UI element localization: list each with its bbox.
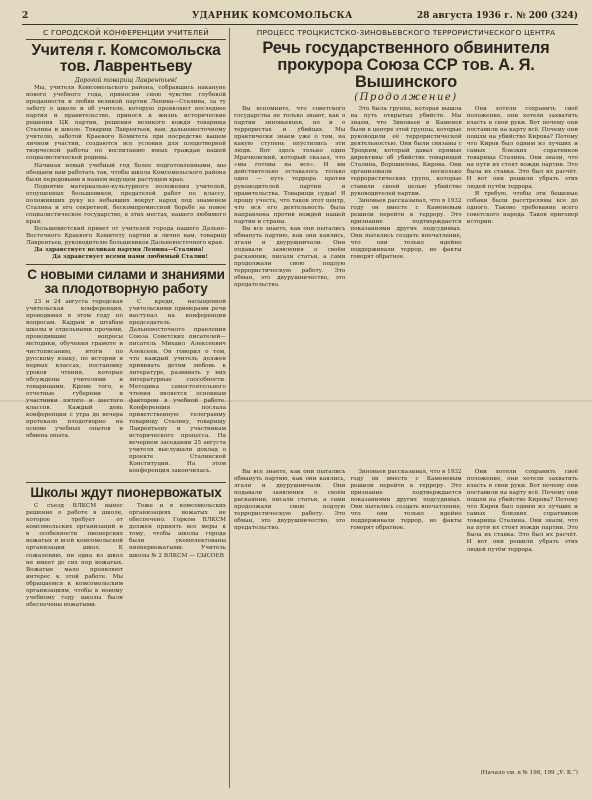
- third-headline: Школы ждут пионервожатых: [30, 485, 222, 501]
- right-column: [234, 28, 578, 798]
- divider: [26, 482, 226, 483]
- masthead: [22, 10, 578, 25]
- continuation-label: (Продолжение): [354, 92, 458, 103]
- paper-name: УДАРНИК КОМСОМОЛЬСКА: [192, 11, 353, 21]
- slogan: Да здравствует великая партия Ленина—Сталина!: [34, 247, 204, 254]
- speech-text: Зиновьев рассказывал, что в 1932 году он вместе с Каменевым решили перейти к террору. Это признание подтверждается показаниями других подсудимых. Они пытались создать впечатление, что они только идейно поддерживали террор, но факты говорят обратное.: [350, 469, 462, 532]
- letter-paragraph: Мы, учителя Комсомольского района, собравшись накануне нового учебного года, приносим свою чувство глубокой преданности и любви великой партии Ленина—Сталина, за ту заботу о школе и об учителе, которую проявляют последнее партия и правительство, принося к жизнь исторические решения ЦК партии, решения великого вождя товарища Сталина и школе. Товарищ Лаврентьев, вам, дальневосточному учителю, заботой Краевого Комитета при посредстве вашем личном участии, создаются все условия для плодотворной творческой работы по воспитанию юных граждан нашей социалистической родины.: [26, 85, 226, 162]
- letter-paragraph: Начиная новый учебный год более подготовленными, мы обещаем вам работать так, чтобы школа Комсомольского района были передовыми в нашем ведущем растущем крае.: [26, 162, 226, 183]
- speech-text: Это была группа, которая вышла на путь открытых убийств. Мы знаем, что Зиновьев и Каменев были в центре этой группы, которые руководили её террористической деятельностью. Они были связаны с Троцким, который давал прямые директивы об убийстве товарищей Сталина, Ворошилова, Кирова. Они организовали несколько террористических групп, которые ставили своей целью убийство руководителей партии.: [350, 106, 462, 197]
- page-number: 2: [22, 11, 29, 21]
- right-rubric: ПРОЦЕСС ТРОЦКИСТСКО-ЗИНОВЬЕВСКОГО ТЕРРОРИСТИЧЕСКОГО ЦЕНТРА: [256, 28, 556, 37]
- left-column: [26, 28, 226, 798]
- issue-date: 28 августа 1936 г. № 200 (324): [416, 11, 578, 21]
- speech-text: Вы все знаете, как они пытались обмануть партию, как они каялись, лгали и двурушничали. Они подавали заявления о своём раскаянии, писали статьи, а сами продолжали свою подлую террористическую работу. Это обман, это двурушничество, это предательство.: [234, 225, 346, 289]
- salutation: Дорогой товарищ Лаврентьев!: [74, 77, 178, 84]
- speech-text: Вы вспомните, что советского государства не только знают, как о партии зиновьевцев, но и о террористах и убийцах. Мы практически знаем уже о том, на какую ступень опустились эти люди. Вот здесь только один Мрачковский, который сказал, что «мы готовы на все». И им действительно оставалось только одно — путь террора против руководителей партии и правительства. Товарищи судьи! Я прошу учесть, что таков этот центр, что вся его деятельность была направлена против вождей нашей партии и страны.: [234, 106, 346, 225]
- speech-text: Они хотели сохранить своё положение, они хотели захватить власть в свои руки. Вот почему они поставили на карту всё. Почему они пошли на убийство Кирова? Потому что Киров был одним из лучших и самых близких соратников товарища Сталина. Они знали, что на пути их стоят вожди партии. Это была их ставка. Это был их расчёт. И вот они решили убрать этих людей путём террора.: [466, 106, 578, 190]
- conference-article: [26, 299, 226, 479]
- second-headline: С новыми силами и знаниями за плодотворную работу: [27, 267, 225, 297]
- speech-text: Они хотели сохранить своё положение, они хотели захватить власть в свои руки. Вот почему они поставили на карту всё. Почему они пошли на убийство Кирова? Потому что Киров был одним из лучших и самых близких соратников товарища Сталина. Они знали, что на пути их стоят вожди партии. Это была их ставка. Это был их расчёт. И вот они решили убрать этих людей путём террора.: [466, 469, 578, 553]
- column-divider: [229, 28, 230, 788]
- slogan: Да здравствует всеми нами любимый Сталин!: [52, 254, 208, 261]
- divider: [26, 264, 226, 265]
- letter-paragraph: Большевистский привет от учителей города нашего Дальне-Восточного Краевого Комитету партии и лично вам, товарищ Лаврентьев, руководителю большевиков Дальневосточного края.: [26, 225, 226, 247]
- left-headline: Учителя г. Комсомольска тов. Лаврентьеву: [31, 42, 221, 75]
- speech-text: Зиновьев рассказывал, что в 1932 году он вместе с Каменевым решили перейти к террору. Это признание подтверждается показаниями других подсудимых. Они пытались создать впечатление, что они только идейно поддерживали террор, но факты говорят обратное.: [350, 197, 462, 260]
- speech-columns-lower: [234, 469, 578, 769]
- speech-text: Я требую, чтобы эти бешеные собаки были расстреляны все до одного. Таково требование всего советского народа. Таков приговор истории.: [466, 190, 578, 225]
- letter-body: [26, 85, 226, 261]
- footer-note: (Начало см. в № 198, 199 „У. К.“): [480, 770, 578, 776]
- pioneer-article: [26, 503, 226, 613]
- left-rubric: С ГОРОДСКОЙ КОНФЕРЕНЦИИ УЧИТЕЛЕЙ: [26, 28, 226, 40]
- article-text: С креди, насыщенной учительскими примерами речи выступал на конференции председатель Дальневосточного правления Союза Советских писателей—писатель Михаил Алексеевич Алексеев. Он говорил о том, что каждый учитель должен прививать детям любовь к литературе, развивать у них литературные способности. Методика самостоятельного чтения является основным фактором в учебной работе. Конференция послала приветственную телеграмму товарищу Сталину, товарищу Лаврентьеву и участникам исторического процесса. На вечернем заседании 25 августа учителя выслушали доклад о проекте Сталинской Конституции. На этом конференция закончилась.: [129, 299, 226, 475]
- speech-text: Вы все знаете, как они пытались обмануть партию, как они каялись, лгали и двурушничали. Они подавали заявления о своём раскаянии, писали статьи, а сами продолжали свою подлую террористическую работу. Это обман, это двурушничество, это предательство.: [234, 469, 346, 532]
- letter-paragraph: Поднятие материально-культурного положения учителей, отпущенных большевиков, предателей работ по классу, положивших руку из небывших вокруг народ под знаменем Сталина и его секретной, бескомпромиссной борьбе за новое социалистическое государство, в этих местах, нашего любимого края.: [26, 183, 226, 225]
- article-text: С съезд ВЛКСМ вынес решение о работе в школе, которое требует от комсомольских организаций и в особенности пионерских вожатых и всей комсомольской организации школ. К сожалению, ни одна из школ не имеет до сих пор вожатых. Вожатые мало проявляют интерес к этой работе. Мы обращаемся к комсомольским организациям, чтобы к новому учебному году школы были обеспечены вожатыми.: [26, 503, 123, 608]
- right-headline: Речь государственного обвинителя прокурора Союза ССР тов. А. Я. Вышинского: [262, 39, 550, 91]
- article-text: Тоже и в комсомольских организациях вожатых не обеспечено. Горком ВЛКСМ должен принять все меры к тому, чтобы школы города были укомплектованы пионервожатыми. Учитель школы № 2 ВЛКСМ — СЫСОЕВ: [129, 503, 226, 559]
- article-text: 23 и 24 августа городская учительская конференция, проводимая в этом году по вопросам. Кадрам и штабам школы и отдельными прочими, проводившие вопросы методики, обучения грамоте и чистописанию, итоги по русскому языку, по истории и первых классах, постановку уроков чтения, которые обсуждены учителями и товарищами. Кроме того, в отчетные губернии и участники пятого и шестого классов. Каждый день конференции с утра до вечера протекало плодотворно на основе учебных опытов и обмена опыта.: [26, 299, 123, 440]
- speech-columns: [234, 106, 578, 466]
